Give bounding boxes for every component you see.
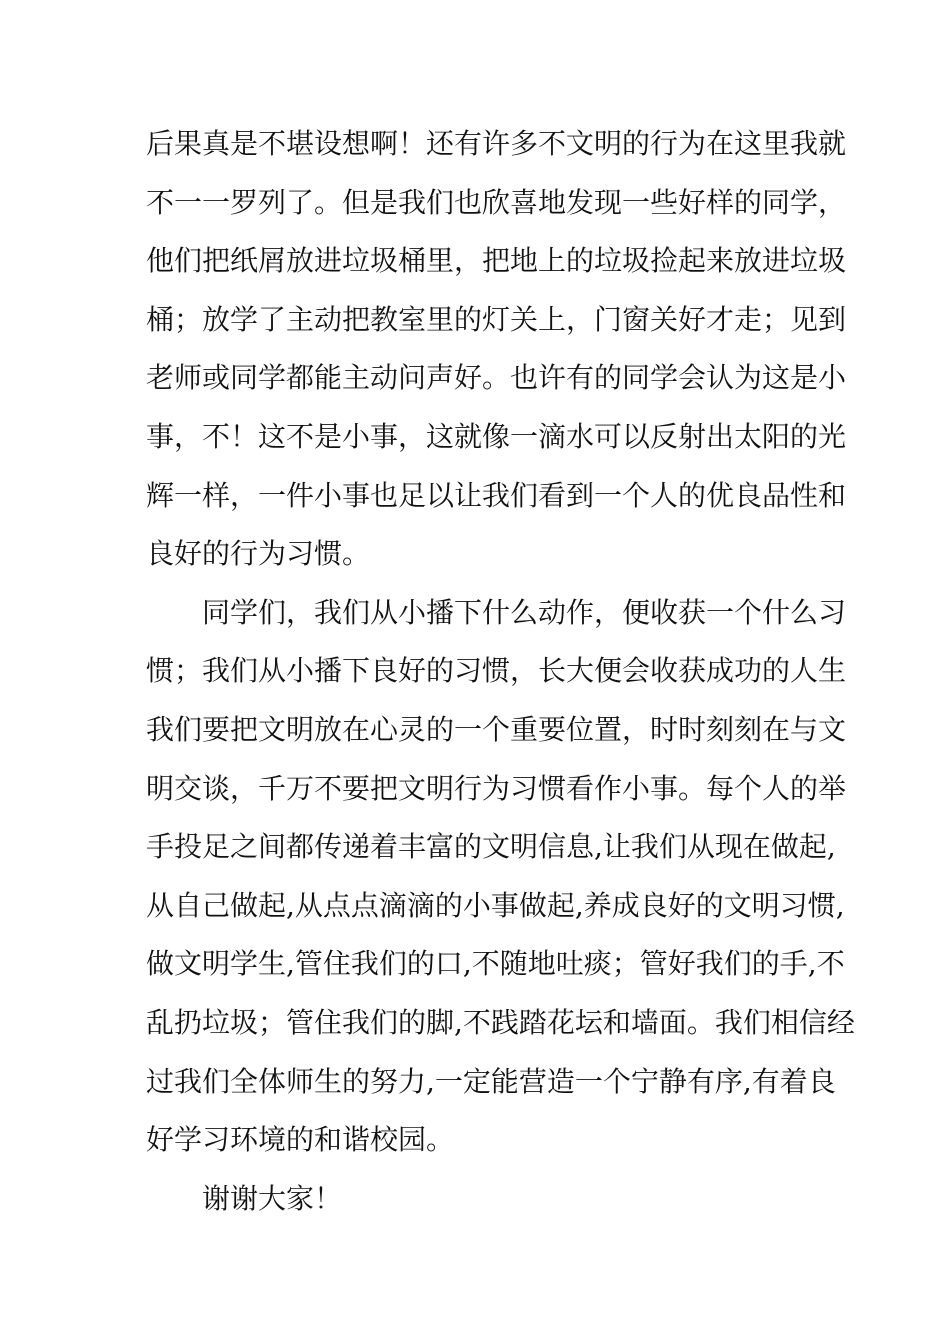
paragraph-line: 事，不！这不是小事，这就像一滴水可以反射出太阳的光 — [146, 419, 847, 453]
paragraph-line: 手投足之间都传递着丰富的文明信息,让我们从现在做起, — [146, 830, 836, 864]
paragraph-line: 明交谈，千万不要把文明行为习惯看作小事。每个人的举 — [146, 771, 847, 805]
paragraph-line: 做文明学生,管住我们的口,不随地吐痰；管好我们的手,不 — [146, 947, 845, 981]
paragraph-line: 他们把纸屑放进垃圾桶里，把地上的垃圾捡起来放进垃圾 — [146, 244, 847, 278]
paragraph-line: 辉一样，一件小事也足以让我们看到一个人的优良品性和 — [146, 478, 847, 512]
paragraph-line: 良好的行为习惯。 — [146, 537, 371, 571]
paragraph-line: 我们要把文明放在心灵的一个重要位置，时时刻刻在与文 — [146, 712, 847, 746]
paragraph-line: 同学们，我们从小播下什么动作，便收获一个什么习 — [202, 595, 847, 629]
paragraph-line: 桶；放学了主动把教室里的灯关上，门窗关好才走；见到 — [146, 302, 847, 336]
paragraph-line: 从自己做起,从点点滴滴的小事做起,养成良好的文明习惯, — [146, 888, 845, 922]
paragraph-line: 好学习环境的和谐校园。 — [146, 1123, 455, 1157]
paragraph-line: 乱扔垃圾；管住我们的脚,不践踏花坛和墙面。我们相信经 — [146, 1005, 855, 1039]
paragraph-line: 惯；我们从小播下良好的习惯，长大便会收获成功的人生 — [146, 654, 847, 688]
paragraph-line: 后果真是不堪设想啊！还有许多不文明的行为在这里我就 — [146, 127, 847, 160]
paragraph-line: 过我们全体师生的努力,一定能营造一个宁静有序,有着良 — [146, 1064, 836, 1098]
document-body — [146, 115, 855, 1228]
closing-line: 谢谢大家！ — [202, 1181, 343, 1215]
paragraph-line: 不一一罗列了。但是我们也欣喜地发现一些好样的同学， — [146, 185, 847, 219]
paragraph-line: 老师或同学都能主动问声好。也许有的同学会认为这是小 — [146, 361, 847, 395]
